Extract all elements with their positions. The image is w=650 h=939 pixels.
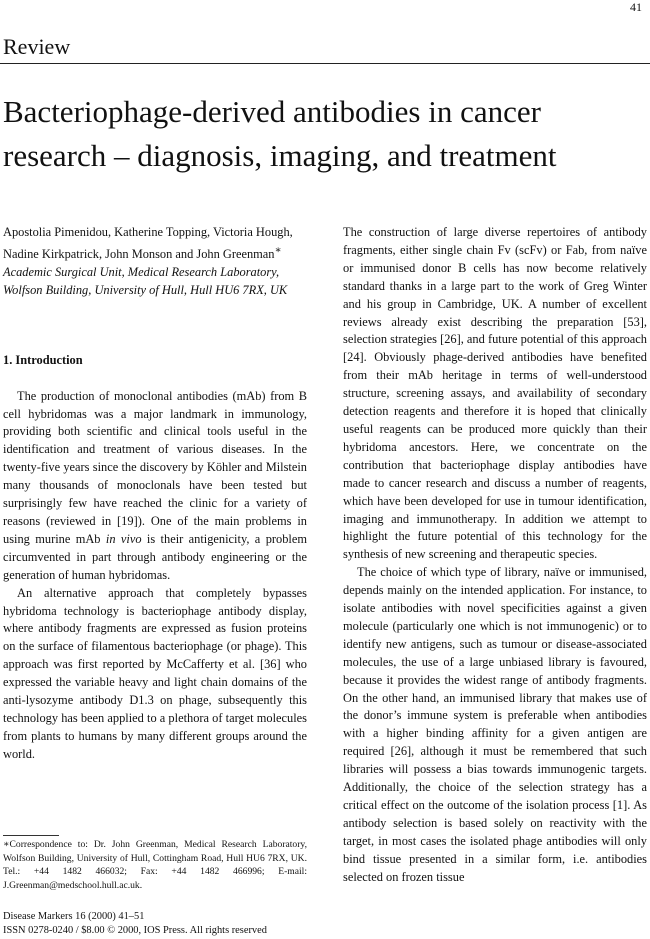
authors <box>3 224 307 264</box>
intro-paragraph-1 <box>3 388 307 585</box>
right-paragraph-1: The construction of large diverse repertoires of antibody fragments, either single chain Fv (scFv) or Fab, from naïve or immunised donor B cells has now become relatively standard thanks in a large part to the work of Greg Winter and his group in Cambridge, UK. A number of excellent reviews already exist describing the preparation [53], selection strategies [26], and future potential of this approach [24]. Obviously phage-derived antibodies have benefited from their mAb heritage in terms of well-understood structure, screening assays, and availability of secondary detection reagents and therefore it is hoped that clinically useful reagents can be produced more quickly than their hybridoma ancestors. Here, we concentrate on the contribution that bacteriophage display antibodies have made to cancer research and discuss a number of reagents, which have been developed for use in tumour identification, imaging and immunotherapy. In addition we attempt to highlight the future potential of this technology for the synthesis of new screening and therapeutic species. <box>343 225 647 562</box>
intro-p1-part-a: The production of monoclonal antibodies (mAb) from B cell hybridomas was a major landmark in immunology, providing both scientific and clinical tools useful in the identification and treatment of various diseases. In the twenty-five years since the discovery by Köhler and Milstein many thousands of monoclonals have been tested but surprisingly few have reached the clinic for a variety of reasons (reviewed in [19]). One of the main problems in using murine mAb <box>3 388 307 546</box>
author-mark: ∗ <box>274 244 282 256</box>
section-heading: 1. Introduction <box>3 352 83 367</box>
affiliation: Academic Surgical Unit, Medical Research Laboratory, Wolfson Building, University of Hull, Hull HU6 7RX, UK <box>3 264 288 297</box>
left-column <box>3 224 307 764</box>
author-names: Apostolia Pimenidou, Katherine Topping, Victoria Hough, Nadine Kirkpatrick, John Monson and John Greenman <box>3 225 293 262</box>
footnote-rule <box>3 835 59 836</box>
journal-footer <box>3 910 267 938</box>
intro-p1-part-b: is their antigenicity, a problem circumvented in part through antibody engineering or the generation of human hybridomas. <box>3 531 307 582</box>
page-number: 41 <box>630 0 642 14</box>
header-rule <box>0 63 650 64</box>
section-label: Review <box>3 34 71 59</box>
intro-paragraph-2: An alternative approach that completely bypasses hybridoma technology is bacteriophage antibody display, where antibody fragments are expressed as fusion proteins on the surface of filamentous bacteriophage (or phage). This approach was first reported by McCafferty et al. [36] who expressed the variable heavy and light chain domains of the anti-lysozyme antibody D1.3 on phage, subsequently this technology has been applied to a plethora of target molecules from plants to humans by many different groups around the world. <box>3 585 307 761</box>
right-paragraph-2: The choice of which type of library, naïve or immunised, depends mainly on the intended application. For instance, to isolate antibodies with novel specificities against a given molecule (particularly one which is not immunogenic) or to identify new antigens, such as tumour or disease-associated molecules, the use of a large unbiased library is favoured, because it provides the widest range of antibody fragments. On the other hand, an immunised library that makes use of the donor’s immune system is preferable when antibodies with a higher binding affinity for a given antigen are required [26], although it must be remembered that such libraries will possess a bias towards immunogenic targets. Additionally, the choice of the selection strategy has a critical effect on the outcome of the isolation process [1]. As antibody selection is based solely on reactivity with the target, in most cases the isolated phage antibodies will only bind tissue presented in a similar form, i.e. antibodies selected on frozen tissue <box>343 565 647 884</box>
journal-citation: Disease Markers 16 (2000) 41–51 <box>3 911 145 922</box>
correspondence-footnote: ∗Correspondence to: Dr. John Greenman, Medical Research Laboratory, Wolfson Building, University of Hull, Cottingham Road, Hull HU6 7RX, UK. Tel.: +44 1482 466032; Fax: +44 1482 466996; E-mail: J.Greenman@medschool.hull.ac.uk. <box>3 839 307 891</box>
right-column <box>343 224 647 887</box>
issn-line: ISSN 0278-0240 / $8.00 © 2000, IOS Press. All rights reserved <box>3 925 267 936</box>
intro-p1-emphasis: in vivo <box>105 531 142 546</box>
article-title: Bacteriophage-derived antibodies in cancer research – diagnosis, imaging, and treatment <box>3 94 557 173</box>
